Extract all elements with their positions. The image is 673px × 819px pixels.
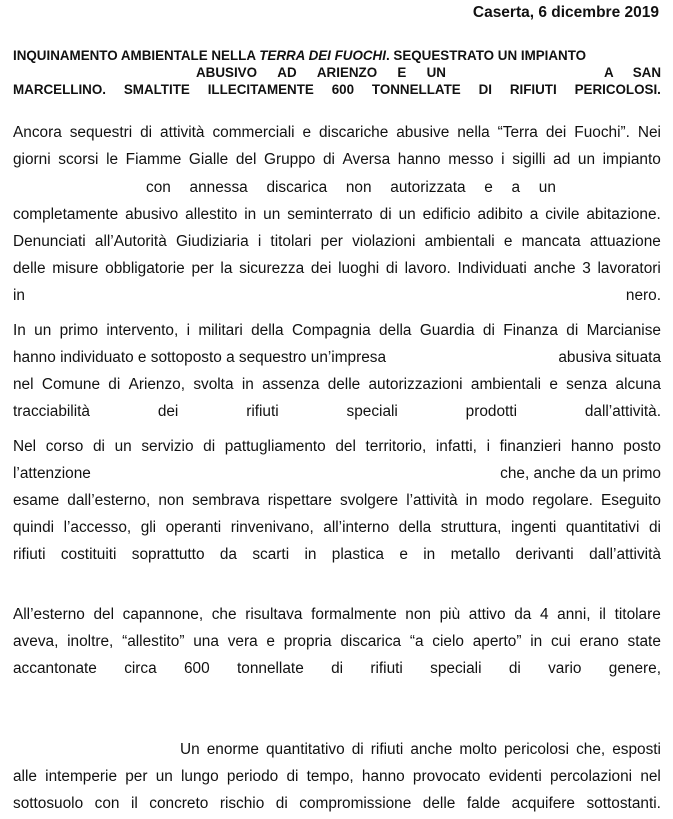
paragraph-word: dall’esterno, [67,492,151,509]
paragraph-word: di [385,260,398,277]
paragraph-word: più [439,606,461,623]
paragraph-word: all’Autorità [94,233,167,250]
paragraph-word: per [320,233,343,250]
paragraph-word: il [599,606,606,623]
paragraph-word: vera [227,633,258,650]
headline-word: MARCELLINO. [13,82,106,97]
paragraph-word: Comune [41,376,101,393]
paragraph-word: per [125,768,148,785]
paragraph-line [13,605,661,625]
paragraph-word: abusivo [125,206,179,223]
paragraph-word: rispettare [267,492,332,509]
paragraph-line [13,518,661,538]
headline-word: ABUSIVO [196,65,258,80]
paragraph-word: hanno [397,151,441,168]
paragraph-word: di [508,660,521,677]
paragraph-line [13,659,661,679]
paragraph-word: nero. [625,287,661,304]
paragraph-word: hanno [361,768,405,785]
headline-line-1 [13,47,661,64]
paragraph-word: vario [548,660,582,677]
paragraph-word: non [345,179,372,196]
paragraph-word: struttura, [440,519,502,536]
paragraph-word: posto [623,438,661,455]
paragraph-word: un [398,206,416,223]
paragraph-word: anni, [557,606,591,623]
paragraph-word: di [140,124,153,141]
paragraph-word: autorizzazioni [368,376,463,393]
paragraph-word: scarti [252,546,290,563]
paragraph-word: di [108,376,121,393]
paragraph-text: hanno individuato e sottoposto a sequestro un’impresa [13,349,387,366]
paragraph-word: dei [310,260,332,277]
paragraph-word: annessa [189,179,248,196]
headline-italic-text: TERRA DEI FUOCHI [259,48,386,63]
paragraph-word: in [244,206,257,223]
paragraph-word: In [13,322,26,339]
paragraph-word: concreto [149,795,209,812]
paragraph-word: pericolosi [504,741,570,758]
paragraph-word: con [146,179,171,196]
paragraph-word: commerciali [212,124,295,141]
headline-text: INQUINAMENTO AMBIENTALE NELLA [13,48,260,63]
paragraph-word: infatti, [435,438,477,455]
paragraph-word: costituiti [60,546,117,563]
paragraph-word: in [465,492,478,509]
paragraph-word: tonnellate [237,660,304,677]
paragraph-word: sicurezza [239,260,305,277]
paragraph-word: e [266,633,275,650]
paragraph-word: svolta [193,376,234,393]
headline-text: . SEQUESTRATO UN IMPIANTO [385,48,587,63]
paragraph-word: delle [13,260,46,277]
paragraph-word: operanti [165,519,222,536]
paragraph-word: un [538,179,556,196]
paragraph-word: sigilli [512,151,546,168]
paragraph-text: abusiva situata [558,349,661,366]
dateline: Caserta, 6 dicembre 2019 [472,4,659,21]
paragraph-word: Arienzo, [128,376,186,393]
paragraph-word: Nei [637,124,661,141]
paragraph-word: con [94,795,120,812]
paragraph-word: percolazioni [549,768,633,785]
paragraph-word: svolgere [339,492,399,509]
paragraph-word: i [257,233,262,250]
paragraph-word: Finanza [503,322,558,339]
paragraph-word: rischio [219,795,265,812]
headline-word: RIFIUTI [509,82,557,97]
headline-word: A [604,65,614,80]
paragraph-word: Individuati [457,260,527,277]
paragraph-word: prodotti [465,403,518,420]
paragraph-word: speciali [346,403,398,420]
paragraph-word: intemperie [45,768,118,785]
paragraph-word: titolari [270,233,312,250]
paragraph-word: “a [409,633,424,650]
paragraph-text: l’attenzione [13,465,91,482]
paragraph-word: delle [422,795,456,812]
paragraph-word: rinvenivano, [230,519,314,536]
paragraph-word: Gruppo [264,151,316,168]
paragraph-word: di [566,322,579,339]
paragraph-word: intervento, [106,322,179,339]
paragraph-word: del [335,438,356,455]
paragraph-word: di [275,795,288,812]
paragraph-word: dei [157,403,179,420]
paragraph-word: rifiuti [246,403,279,420]
paragraph-word: Denunciati [13,233,86,250]
paragraph-word: della [378,322,412,339]
paragraph-word: titolare [614,606,661,623]
paragraph-word: senza [566,376,608,393]
paragraph-word: Gialle [188,151,229,168]
paragraph-word: risultava [245,606,303,623]
headline-word: SMALTITE [123,82,190,97]
paragraph-line [13,205,661,225]
paragraph-word: in [530,633,543,650]
paragraph-word: di [286,768,299,785]
headline-word: E [397,65,407,80]
paragraph-word: alle [13,768,37,785]
paragraph-word: autorizzata [390,179,466,196]
paragraph-word: allestito [185,206,238,223]
paragraph-word: di [203,438,216,455]
paragraph-word: esposti [612,741,661,758]
paragraph-word: rifiuti [370,660,403,677]
paragraph-word: attivo [468,606,506,623]
paragraph-word: da [219,546,237,563]
paragraph-line [13,545,661,565]
paragraph-word: Fiamme [125,151,182,168]
paragraph-word: evidenti [488,768,542,785]
paragraph-word: abusive [396,124,450,141]
paragraph-line [13,232,661,252]
paragraph-word: modo [485,492,525,509]
paragraph-word: propria [283,633,332,650]
paragraph-word: dall’attività. [584,403,661,420]
paragraph-word: speciali [430,660,482,677]
paragraph-word: Eseguito [601,492,661,509]
paragraph-word: territorio, [365,438,427,455]
paragraph-word: lungo [181,768,219,785]
paragraph-word: una [193,633,219,650]
paragraph-word: aveva, [13,633,59,650]
paragraph-word: scorsi [58,151,99,168]
paragraph-word: rifiuti [13,546,46,563]
paragraph-word: i [186,322,190,339]
paragraph-word: molto [459,741,497,758]
paragraph-word: “Terra [497,124,538,141]
paragraph-word: sembrava [192,492,260,509]
paragraph-word: un [155,768,173,785]
paragraph-word: Marcianise [586,322,661,339]
headline-word: TONNELLATE [371,82,461,97]
paragraph-word: capannone, [122,606,204,623]
paragraph-word: genere, [608,660,661,677]
paragraph-word: che, [576,741,606,758]
paragraph-word: civile [545,206,580,223]
headline-word: DI [478,82,492,97]
paragraph-word: del [235,151,257,168]
paragraph-word: quantitativi [565,519,640,536]
paragraph-word: ingenti [510,519,557,536]
paragraph-word: nel [13,376,34,393]
paragraph-word: aperto” [472,633,522,650]
paragraph-line [13,375,661,395]
paragraph-word: del [93,606,115,623]
paragraph-line [13,767,661,787]
paragraph-word: hanno [570,438,614,455]
paragraph-word: delle [327,376,361,393]
paragraph-word: impianto [602,151,661,168]
paragraph-word: rifiuti [370,741,404,758]
paragraph-word: inoltre, [67,633,114,650]
paragraph-word: circa [124,660,157,677]
paragraph-line [13,348,661,368]
paragraph-word: Fuochi”. [574,124,630,141]
headline-word: UN [426,65,446,80]
paragraph-word: falde [466,795,501,812]
paragraph-word: e [399,546,408,563]
headline-word: SAN [632,65,661,80]
paragraph-line [13,150,661,170]
paragraph-word: assenza [262,376,320,393]
paragraph-word: i [486,438,490,455]
paragraph-word: e [549,376,558,393]
paragraph-word: metallo [450,546,501,563]
paragraph-word: Nel [13,438,37,455]
headline-word: ARIENZO [316,65,378,80]
paragraph-line [13,437,661,457]
paragraph-word: provocato [412,768,481,785]
paragraph-line [13,402,661,422]
paragraph-word: della [251,322,284,339]
paragraph-word: sottostanti. [586,795,661,812]
paragraph-word: gli [140,519,157,536]
paragraph-word: Ancora [13,124,62,141]
paragraph-word: corso [45,438,84,455]
paragraph-line [13,464,661,484]
headline-line-3 [13,81,661,98]
paragraph-line [13,123,661,143]
paragraph-word: l’attività [406,492,458,509]
paragraph-word: pattugliamento [224,438,326,455]
paragraph-word: “allestito” [122,633,185,650]
paragraph-word: 600 [184,660,210,677]
paragraph-word: il [130,795,138,812]
headline-word: 600 [331,82,355,97]
paragraph-word: cielo [432,633,464,650]
paragraph-word: mancata [521,233,581,250]
paragraph-line [13,632,661,652]
paragraph-word: messo [448,151,494,168]
paragraph-word: non [158,492,185,509]
paragraph-word: state [627,633,661,650]
paragraph-word: soprattutto [131,546,205,563]
paragraph-word: un [577,151,596,168]
paragraph-word: dall’attività [589,546,661,563]
paragraph-word: lavoratori [597,260,661,277]
paragraph-word: di [92,438,105,455]
paragraph-word: di [648,519,661,536]
paragraph-word: a [529,206,539,223]
paragraph-word: dei [545,124,567,141]
paragraph-word: ad [553,151,571,168]
paragraph-word: di [351,741,364,758]
paragraph-word: e [302,124,312,141]
paragraph-word: in [13,287,25,304]
paragraph-word: in [423,546,436,563]
paragraph-word: la [220,260,233,277]
paragraph-word: anche [410,741,453,758]
paragraph-word: giorni [13,151,51,168]
paragraph-word: di [482,322,495,339]
paragraph-word: quindi [13,519,55,536]
paragraph-word: enorme [206,741,259,758]
paragraph-line [13,794,661,814]
paragraph-word: un [263,206,281,223]
paragraph-line [13,286,661,306]
paragraph-word: discarica [340,633,402,650]
paragraph-word: acquifere [511,795,575,812]
paragraph-word: seminterrato [287,206,373,223]
paragraph-word: ambientali [470,376,542,393]
paragraph-word: e [503,233,513,250]
paragraph-line [13,491,661,511]
paragraph-word: Compagnia [291,322,371,339]
paragraph-word: primo [59,322,99,339]
paragraph-word: Guardia [419,322,475,339]
paragraph-word: adibito [477,206,523,223]
paragraph-word: Aversa [342,151,391,168]
paragraph-word: sottosuolo [13,795,84,812]
paragraph-word: edificio [422,206,471,223]
paragraph-word: completamente [13,206,119,223]
paragraph-word: nella [457,124,490,141]
paragraph-line [146,178,556,198]
headline-word: AD [277,65,297,80]
paragraph-word: le [106,151,119,168]
paragraph-word: erano [579,633,619,650]
paragraph-word: finanzieri [499,438,562,455]
paragraph-word: della [398,519,432,536]
paragraph-word: un [34,322,52,339]
paragraph-word: non [405,606,431,623]
paragraph-word: e [484,179,493,196]
paragraph-word: tempo, [306,768,354,785]
paragraph-word: sequestri [69,124,133,141]
paragraph-word: accantonate [13,660,97,677]
paragraph-word: i [501,151,505,168]
paragraph-word: formalmente [311,606,397,623]
paragraph-word: All’esterno [13,606,85,623]
paragraph-word: che [211,606,237,623]
paragraph-word: regolare. [532,492,593,509]
paragraph-word: obbligatorie [105,260,185,277]
paragraph-word: esame [13,492,60,509]
paragraph-text: che, anche da un primo [500,465,661,482]
paragraph-word: misure [52,260,99,277]
paragraph-word: quantitativo [265,741,345,758]
paragraph-word: attuazione [589,233,661,250]
paragraph-word: di [322,151,335,168]
paragraph-line [13,321,661,341]
paragraph-word: tracciabilità [13,403,90,420]
paragraph-word: per [191,260,214,277]
paragraph-word: da [514,606,532,623]
paragraph-word: a [511,179,521,196]
paragraph-line [13,259,661,279]
paragraph-line [180,740,661,760]
paragraph-word: militari [198,322,243,339]
paragraph-word: ambientali [424,233,495,250]
paragraph-word: all’interno [323,519,390,536]
paragraph-word: di [379,206,392,223]
paragraph-word: anche [533,260,576,277]
paragraph-word: un [114,438,132,455]
headline-word: PERICOLOSI. [574,82,661,97]
paragraph-word: lavoro. [404,260,451,277]
paragraph-word: l’accesso, [63,519,132,536]
paragraph-word: plastica [331,546,384,563]
headline [13,47,661,98]
paragraph-word: derivanti [515,546,574,563]
paragraph-word: abitazione. [586,206,661,223]
paragraph-word: attività [160,124,205,141]
paragraph-word: servizio [141,438,194,455]
paragraph-word: 3 [582,260,591,277]
paragraph-word: alcuna [615,376,661,393]
paragraph-word: discariche [318,124,389,141]
paragraph-word: di [331,660,344,677]
paragraph-word: in [241,376,254,393]
paragraph-word: in [304,546,317,563]
headline-word: ILLECITAMENTE [207,82,314,97]
paragraph-word: periodo [226,768,279,785]
paragraph-word: 4 [539,606,549,623]
headline-line-2 [13,64,661,81]
paragraph-word: cui [550,633,571,650]
paragraph-word: violazioni [352,233,416,250]
paragraph-word: nel [640,768,661,785]
paragraph-word: discarica [266,179,328,196]
paragraph-word: luoghi [338,260,380,277]
paragraph-word: Giudiziaria [175,233,249,250]
paragraph-word: compromissione [299,795,412,812]
paragraph-word: Un [180,741,200,758]
